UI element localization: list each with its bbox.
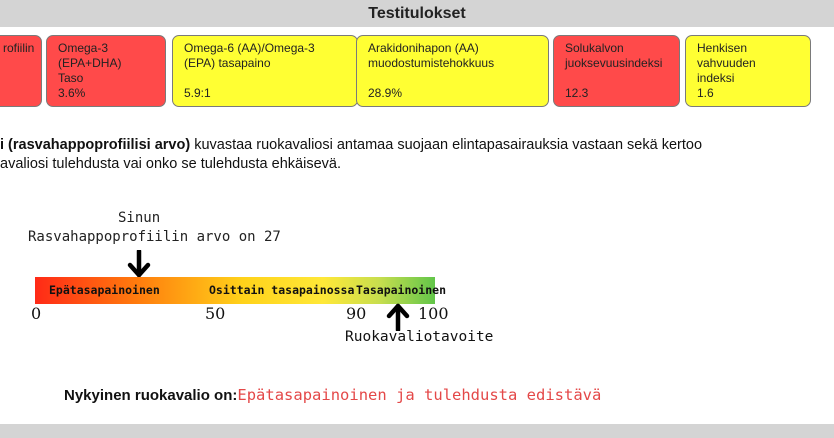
card-mental-strength-index[interactable] bbox=[685, 35, 811, 107]
card-label-line: indeksi bbox=[697, 71, 735, 85]
card-omega6-omega3-balance[interactable] bbox=[172, 35, 358, 107]
description-rest: kuvastaa ruokavaliosi antamaa suojaan elintapasairauksia vastaan sekä kertoo bbox=[190, 137, 703, 153]
balance-scale-bar bbox=[35, 277, 447, 304]
card-label-line: Arakidonihapon (AA) bbox=[368, 41, 479, 55]
card-label-line: muodostumistehokkuus bbox=[368, 56, 495, 70]
description-bold: i (rasvahappoprofiilisi arvo) bbox=[0, 137, 191, 153]
card-label-line: (EPA+DHA) bbox=[58, 56, 122, 70]
current-diet-status bbox=[64, 386, 601, 404]
card-label: rofiilin bbox=[3, 41, 35, 55]
target-label: Ruokavaliotavoite bbox=[345, 329, 494, 345]
card-label-line: vahvuuden bbox=[697, 56, 756, 70]
card-label-line: Omega-6 (AA)/Omega-3 bbox=[184, 41, 315, 55]
card-label-line: Omega-3 bbox=[58, 41, 109, 55]
card-label-line: Taso bbox=[58, 71, 84, 85]
current-diet-status-value: Epätasapainoinen ja tulehdusta edistävä bbox=[237, 386, 602, 404]
card-value: 28.9% bbox=[368, 86, 403, 100]
scale-tick-0: 0 bbox=[31, 304, 42, 323]
card-label-line: Solukalvon bbox=[565, 41, 624, 55]
scale-tick-90: 90 bbox=[346, 304, 367, 323]
your-value-arrow-icon bbox=[127, 250, 151, 278]
page-title: Testitulokset bbox=[0, 0, 834, 27]
your-value-label-line-1: Sinun bbox=[118, 210, 161, 226]
zone-label-unbalanced: Epätasapainoinen bbox=[49, 283, 160, 297]
target-arrow-icon bbox=[386, 303, 410, 331]
description-text bbox=[0, 136, 834, 174]
zone-label-balanced: Tasapainoinen bbox=[356, 283, 447, 297]
current-diet-label: Nykyinen ruokavalio on: bbox=[64, 387, 238, 404]
your-value-label-line-2: Rasvahappoprofiilin arvo on 27 bbox=[28, 229, 281, 245]
card-label-line: (EPA) tasapaino bbox=[184, 56, 271, 70]
card-label-line: Henkisen bbox=[697, 41, 748, 55]
scale-tick-50: 50 bbox=[205, 304, 226, 323]
card-membrane-fluidity-index[interactable] bbox=[553, 35, 680, 107]
description-line-1 bbox=[0, 136, 834, 155]
card-fatty-acid-profile[interactable] bbox=[0, 35, 42, 107]
scale-tick-100: 100 bbox=[418, 304, 449, 323]
card-value: 3.6% bbox=[58, 86, 86, 100]
card-omega3-level[interactable] bbox=[46, 35, 166, 107]
zone-label-partially-balanced: Osittain tasapainossa bbox=[209, 283, 355, 297]
card-value: 12.3 bbox=[565, 86, 589, 100]
card-value: 5.9:1 bbox=[184, 86, 211, 100]
card-label-line: juoksevuusindeksi bbox=[565, 56, 663, 70]
description-line-2: avaliosi tulehdusta vai onko se tulehdusta ehkäisevä. bbox=[0, 156, 341, 172]
card-value: 1.6 bbox=[697, 86, 714, 100]
card-aa-formation-efficiency[interactable] bbox=[356, 35, 549, 107]
